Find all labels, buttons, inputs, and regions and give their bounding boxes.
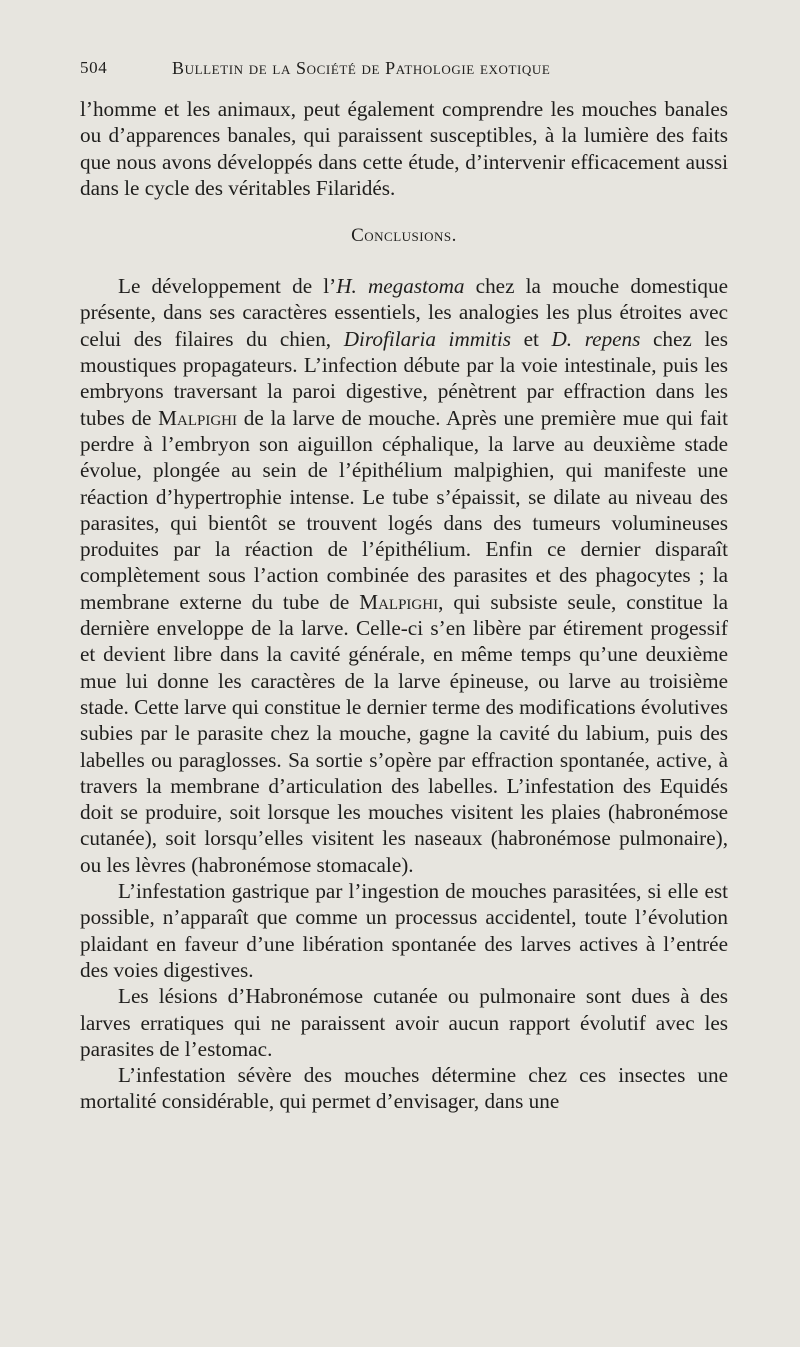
conclusions-paragraph-4: L’infestation sévère des mouches détermine chez ces insectes une mortalité considérable, qui permet d’envisager, dans une (80, 1063, 728, 1114)
author-name: Malpighi (359, 589, 439, 614)
conclusions-paragraph-1 (80, 273, 728, 878)
conclusions-paragraph-2: L’infestation gastrique par l’ingestion de mouches parasitées, si elle est possible, n’apparaît que comme un processus accidentel, toute l’évolution plaidant en faveur d’une libération spontanée des larves actives à l’entrée des voies digestives. (80, 879, 728, 982)
species-name: Dirofilaria immitis (343, 326, 511, 351)
page-header (80, 56, 720, 86)
species-name: H. megastoma (336, 274, 465, 299)
text-run: chez la mouche domestique présente, dans ses caractères essentiels, les analogies les plus étroites avec celui des filaires du chien, (80, 274, 728, 351)
page-number: 504 (80, 58, 108, 77)
text-run: de la larve de mouche. Après une première mue qui fait perdre à l’embryon son aiguillon céphalique, la larve au deuxième stade évolue, plongée au sein de l’épithélium malpighien, qui manifeste une réaction d’hypertrophie intense. Le tube s’épaissit, se dilate au niveau des parasites, qui bientôt se trouvent logés dans des tumeurs volumineuses produites par la réaction de l’épithélium. Enfin ce dernier disparaît complètement sous l’action combinée des parasites et des phagocytes ; la membrane externe du tube de (80, 405, 728, 614)
intro-paragraph: l’homme et les animaux, peut également comprendre les mouches banales ou d’apparences banales, qui paraissent susceptibles, à la lumière des faits que nous avons développés dans cette étude, d’intervenir efficacement aussi dans le cycle des véritables Filaridés. (80, 97, 728, 200)
text-run: et (510, 326, 552, 351)
section-title: Conclusions. (351, 225, 457, 247)
conclusions-paragraph-3: Les lésions d’Habronémose cutanée ou pulmonaire sont dues à des larves erratiques qui ne paraissent avoir aucun rapport évolutif avec les parasites de l’estomac. (80, 984, 728, 1061)
running-title: Bulletin de la Société de Pathologie exotique (172, 58, 551, 78)
body-text (80, 96, 728, 1115)
species-name: D. repens (551, 326, 641, 351)
text-run: , qui subsiste seule, constitue la dernière enveloppe de la larve. Celle-ci s’en libère par étirement progessif et devient libre dans la cavité générale, en même temps qu’une deuxième mue lui donne les caractères de la larve épineuse, ou larve au troisième stade. Cette larve qui constitue le dernier terme des modifications évolutives subies par le parasite chez la mouche, gagne la cavité du labium, puis des labelles ou paraglosses. Sa sortie s’opère par effraction spontanée, active, à travers la membrane d’articulation des labelles. L’infestation des Equidés doit se produire, soit lorsque les mouches visitent les plaies (habronémose cutanée), soit lorsqu’elles visitent les naseaux (habronémose pulmonaire), ou les lèvres (habronémose stomacale). (80, 589, 729, 877)
author-name: Malpighi (158, 405, 238, 430)
text-run: chez les moustiques propagateurs. L’infection débute par la voie intestinale, puis les embryons traversant la paroi digestive, pénètrent par effraction dans les tubes de (80, 326, 728, 430)
text-run: Le développement de l’ (118, 274, 337, 299)
